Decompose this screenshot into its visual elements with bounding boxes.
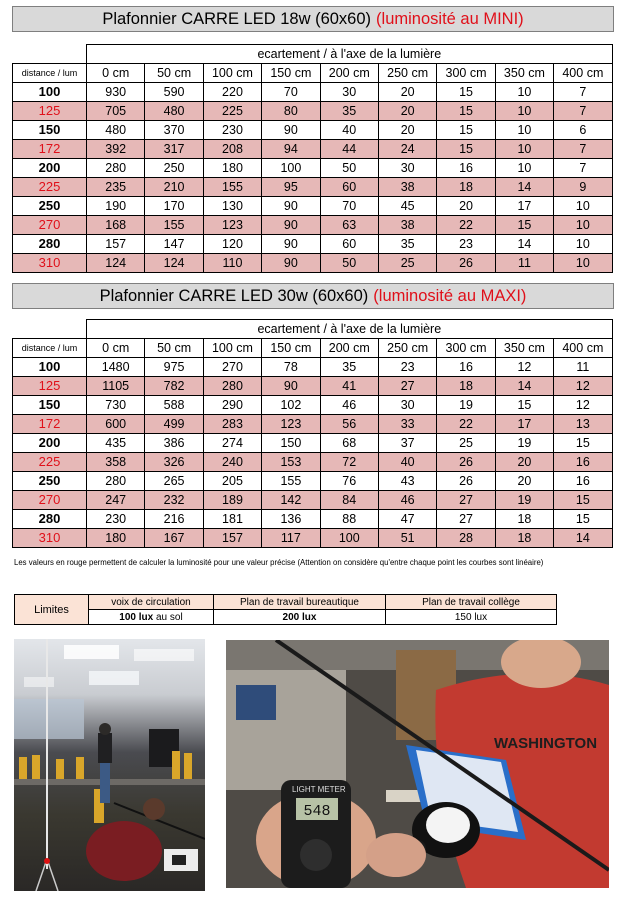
row-distance: 270	[13, 491, 87, 510]
lux-value: 40	[378, 453, 436, 472]
table-row	[13, 510, 613, 529]
lux-value: 20	[378, 121, 436, 140]
lux-value: 70	[320, 197, 378, 216]
lux-value: 37	[378, 434, 436, 453]
lux-value: 247	[87, 491, 145, 510]
lux-value: 17	[495, 415, 553, 434]
lux-value: 35	[320, 358, 378, 377]
lux-value: 250	[145, 159, 203, 178]
lux-value: 90	[262, 216, 320, 235]
lux-value: 76	[320, 472, 378, 491]
lux-value: 10	[495, 159, 553, 178]
lux-value: 782	[145, 377, 203, 396]
row-distance: 280	[13, 235, 87, 254]
lux-value: 730	[87, 396, 145, 415]
lux-value: 189	[203, 491, 261, 510]
row-distance: 280	[13, 510, 87, 529]
lux-value: 56	[320, 415, 378, 434]
lux-value: 9	[554, 178, 612, 197]
row-distance: 225	[13, 178, 87, 197]
lux-value: 80	[262, 102, 320, 121]
lux-value: 180	[87, 529, 145, 548]
lux-value: 216	[145, 510, 203, 529]
lux-value: 1105	[87, 377, 145, 396]
table2-col-header: 50 cm	[145, 339, 203, 358]
lux-value: 7	[554, 159, 612, 178]
lux-value: 23	[378, 358, 436, 377]
lux-value: 10	[554, 197, 612, 216]
lux-value: 26	[437, 453, 495, 472]
lux-value: 50	[320, 159, 378, 178]
lux-value: 17	[495, 197, 553, 216]
limits-value-college: 150 lux	[386, 610, 557, 625]
lux-value: 27	[378, 377, 436, 396]
lux-value: 23	[437, 235, 495, 254]
lux-value: 110	[203, 254, 261, 273]
lux-value: 60	[320, 235, 378, 254]
lux-value: 16	[437, 159, 495, 178]
lux-value: 30	[320, 83, 378, 102]
table-row	[13, 434, 613, 453]
lux-value: 60	[320, 178, 378, 197]
lux-value: 157	[87, 235, 145, 254]
shirt-print: WASHINGTON	[494, 735, 598, 752]
table2-col-header: 150 cm	[262, 339, 320, 358]
table1-blank	[13, 45, 87, 64]
classroom-photo	[14, 639, 205, 891]
table-row	[13, 254, 613, 273]
table2-title-text: Plafonnier CARRE LED 30w (60x60)	[99, 286, 369, 305]
lux-value: 600	[87, 415, 145, 434]
table-row	[13, 453, 613, 472]
lux-value: 220	[203, 83, 261, 102]
lux-value: 18	[437, 377, 495, 396]
table2	[12, 319, 613, 548]
lux-value: 84	[320, 491, 378, 510]
lux-value: 38	[378, 178, 436, 197]
lux-value: 19	[495, 491, 553, 510]
lux-value: 90	[262, 197, 320, 216]
table-row	[13, 415, 613, 434]
table1-col-header: 0 cm	[87, 64, 145, 83]
row-distance: 200	[13, 434, 87, 453]
light-meter-photo-illustration	[226, 640, 609, 888]
lux-value: 15	[554, 510, 612, 529]
lux-value: 208	[203, 140, 261, 159]
row-distance: 150	[13, 121, 87, 140]
limits-head-college: Plan de travail collège	[386, 595, 557, 610]
lux-value: 225	[203, 102, 261, 121]
lux-value: 14	[495, 178, 553, 197]
lux-value: 10	[495, 140, 553, 159]
lux-value: 30	[378, 396, 436, 415]
row-distance: 200	[13, 159, 87, 178]
lux-value: 181	[203, 510, 261, 529]
table-row	[13, 235, 613, 254]
lux-value: 1480	[87, 358, 145, 377]
lux-value: 30	[378, 159, 436, 178]
table1-col-header: 50 cm	[145, 64, 203, 83]
lux-value: 10	[495, 83, 553, 102]
lux-value: 117	[262, 529, 320, 548]
row-distance: 225	[13, 453, 87, 472]
lux-value: 235	[87, 178, 145, 197]
lux-value: 45	[378, 197, 436, 216]
limits-head-circulation: voix de circulation	[89, 595, 214, 610]
lux-value: 147	[145, 235, 203, 254]
lux-value: 90	[262, 377, 320, 396]
lux-value: 12	[554, 396, 612, 415]
lux-value: 705	[87, 102, 145, 121]
limits-value-circulation: 100 lux au sol	[89, 610, 214, 625]
table1-title	[12, 6, 614, 32]
lux-value: 22	[437, 216, 495, 235]
lux-value: 130	[203, 197, 261, 216]
lux-value: 10	[554, 216, 612, 235]
lux-value: 290	[203, 396, 261, 415]
table-row	[13, 102, 613, 121]
table2-col-header: 200 cm	[320, 339, 378, 358]
table-row	[13, 396, 613, 415]
lux-value: 10	[554, 235, 612, 254]
table2-col-header: 350 cm	[495, 339, 553, 358]
lux-value: 14	[495, 377, 553, 396]
lux-value: 20	[378, 102, 436, 121]
lux-value: 499	[145, 415, 203, 434]
row-distance: 310	[13, 529, 87, 548]
lux-value: 230	[203, 121, 261, 140]
lux-value: 124	[87, 254, 145, 273]
table1-col-header: 100 cm	[203, 64, 261, 83]
table-row	[13, 472, 613, 491]
table-row	[13, 529, 613, 548]
lux-value: 392	[87, 140, 145, 159]
lux-value: 41	[320, 377, 378, 396]
lux-value: 88	[320, 510, 378, 529]
table2-group-header: ecartement / à l'axe de la lumière	[87, 320, 613, 339]
lux-value: 15	[495, 216, 553, 235]
lux-value: 19	[437, 396, 495, 415]
row-distance: 270	[13, 216, 87, 235]
table-row	[13, 159, 613, 178]
table-row	[13, 83, 613, 102]
row-distance: 172	[13, 415, 87, 434]
lux-value: 44	[320, 140, 378, 159]
table2-col-header: 400 cm	[554, 339, 612, 358]
row-distance: 100	[13, 83, 87, 102]
lux-value: 588	[145, 396, 203, 415]
lux-value: 155	[262, 472, 320, 491]
lux-value: 19	[495, 434, 553, 453]
lux-value: 370	[145, 121, 203, 140]
table2-col-header: 300 cm	[437, 339, 495, 358]
lux-value: 15	[437, 121, 495, 140]
lux-value: 26	[437, 472, 495, 491]
lux-value: 280	[87, 159, 145, 178]
lux-value: 100	[262, 159, 320, 178]
table2-col-header: 0 cm	[87, 339, 145, 358]
lux-value: 10	[495, 121, 553, 140]
table2-col-header: 100 cm	[203, 339, 261, 358]
lux-value: 14	[495, 235, 553, 254]
row-distance: 125	[13, 102, 87, 121]
lux-value: 90	[262, 121, 320, 140]
lux-value: 180	[203, 159, 261, 178]
lux-value: 20	[495, 453, 553, 472]
lux-value: 240	[203, 453, 261, 472]
table-row	[13, 491, 613, 510]
lux-value: 102	[262, 396, 320, 415]
lux-value: 20	[437, 197, 495, 216]
lux-value: 480	[145, 102, 203, 121]
lux-value: 480	[87, 121, 145, 140]
lux-value: 155	[145, 216, 203, 235]
lux-value: 6	[554, 121, 612, 140]
lux-value: 20	[495, 472, 553, 491]
note-text: Les valeurs en rouge permettent de calculer la luminosité pour une valeur précise (Attention on considère qu'entre chaque point les courbes sont linéaire)	[14, 558, 544, 567]
lux-value: 232	[145, 491, 203, 510]
lux-value: 22	[437, 415, 495, 434]
lux-value: 28	[437, 529, 495, 548]
table2-title-red: (luminosité au MAXI)	[373, 286, 527, 305]
row-distance: 172	[13, 140, 87, 159]
table2-col-header: 250 cm	[378, 339, 436, 358]
lux-value: 68	[320, 434, 378, 453]
lux-value: 123	[203, 216, 261, 235]
table1-group-header: ecartement / à l'axe de la lumière	[87, 45, 613, 64]
lux-value: 136	[262, 510, 320, 529]
table1-col-header: 200 cm	[320, 64, 378, 83]
table1-corner: distance / lum	[13, 64, 87, 83]
lux-value: 15	[554, 434, 612, 453]
lux-value: 270	[203, 358, 261, 377]
lux-value: 27	[437, 510, 495, 529]
lux-value: 12	[554, 377, 612, 396]
lux-value: 38	[378, 216, 436, 235]
lux-value: 15	[437, 140, 495, 159]
lux-value: 100	[320, 529, 378, 548]
lux-value: 7	[554, 102, 612, 121]
limits-label: Limites	[15, 595, 89, 625]
lux-value: 25	[378, 254, 436, 273]
lux-value: 120	[203, 235, 261, 254]
limits-table	[14, 594, 557, 625]
lux-value: 153	[262, 453, 320, 472]
limits-value-office: 200 lux	[214, 610, 386, 625]
lux-value: 70	[262, 83, 320, 102]
lux-value: 33	[378, 415, 436, 434]
lux-value: 274	[203, 434, 261, 453]
row-distance: 100	[13, 358, 87, 377]
lux-value: 43	[378, 472, 436, 491]
lux-value: 265	[145, 472, 203, 491]
row-distance: 310	[13, 254, 87, 273]
meter-reading: 548	[303, 803, 331, 820]
lux-value: 930	[87, 83, 145, 102]
lux-value: 15	[495, 396, 553, 415]
table-row	[13, 140, 613, 159]
lux-value: 16	[554, 453, 612, 472]
lux-value: 25	[437, 434, 495, 453]
lux-value: 210	[145, 178, 203, 197]
lux-value: 15	[437, 83, 495, 102]
table-row	[13, 377, 613, 396]
lux-value: 18	[495, 529, 553, 548]
table1-col-header: 400 cm	[554, 64, 612, 83]
lux-value: 205	[203, 472, 261, 491]
lux-value: 168	[87, 216, 145, 235]
lux-value: 78	[262, 358, 320, 377]
lux-value: 90	[262, 254, 320, 273]
lux-value: 11	[495, 254, 553, 273]
row-distance: 150	[13, 396, 87, 415]
lux-value: 63	[320, 216, 378, 235]
lux-value: 167	[145, 529, 203, 548]
limits-head-office: Plan de travail bureautique	[214, 595, 386, 610]
table1-col-header: 150 cm	[262, 64, 320, 83]
lux-value: 230	[87, 510, 145, 529]
lux-value: 27	[437, 491, 495, 510]
table1-col-header: 250 cm	[378, 64, 436, 83]
lux-value: 35	[320, 102, 378, 121]
lux-value: 10	[495, 102, 553, 121]
table-row	[13, 121, 613, 140]
row-distance: 125	[13, 377, 87, 396]
lux-value: 35	[378, 235, 436, 254]
lux-value: 72	[320, 453, 378, 472]
lux-value: 51	[378, 529, 436, 548]
lux-value: 155	[203, 178, 261, 197]
table1	[12, 44, 613, 273]
lux-value: 16	[554, 472, 612, 491]
lux-value: 358	[87, 453, 145, 472]
lux-value: 150	[262, 434, 320, 453]
table2-corner: distance / lum	[13, 339, 87, 358]
lux-value: 975	[145, 358, 203, 377]
row-distance: 250	[13, 472, 87, 491]
table-row	[13, 178, 613, 197]
lux-value: 11	[554, 358, 612, 377]
lux-value: 26	[437, 254, 495, 273]
lux-value: 10	[554, 254, 612, 273]
lux-value: 123	[262, 415, 320, 434]
table1-title-text: Plafonnier CARRE LED 18w (60x60)	[102, 9, 372, 28]
table2-title	[12, 283, 614, 309]
table-row	[13, 216, 613, 235]
lux-value: 170	[145, 197, 203, 216]
lux-value: 18	[495, 510, 553, 529]
lux-value: 16	[437, 358, 495, 377]
table1-col-header: 300 cm	[437, 64, 495, 83]
lux-value: 15	[554, 491, 612, 510]
lux-value: 95	[262, 178, 320, 197]
lux-value: 18	[437, 178, 495, 197]
lux-value: 12	[495, 358, 553, 377]
lux-value: 317	[145, 140, 203, 159]
lux-value: 386	[145, 434, 203, 453]
lux-value: 590	[145, 83, 203, 102]
lux-value: 7	[554, 140, 612, 159]
light-meter-device	[281, 780, 351, 888]
table1-col-header: 350 cm	[495, 64, 553, 83]
lux-value: 157	[203, 529, 261, 548]
lux-value: 14	[554, 529, 612, 548]
lux-value: 124	[145, 254, 203, 273]
lux-value: 94	[262, 140, 320, 159]
lux-value: 90	[262, 235, 320, 254]
lux-value: 50	[320, 254, 378, 273]
table-row	[13, 197, 613, 216]
lux-value: 13	[554, 415, 612, 434]
lux-value: 142	[262, 491, 320, 510]
lux-value: 7	[554, 83, 612, 102]
lux-value: 15	[437, 102, 495, 121]
lux-value: 46	[378, 491, 436, 510]
lux-value: 435	[87, 434, 145, 453]
lux-value: 283	[203, 415, 261, 434]
table1-title-red: (luminosité au MINI)	[376, 9, 524, 28]
table2-blank	[13, 320, 87, 339]
row-distance: 250	[13, 197, 87, 216]
lux-value: 280	[203, 377, 261, 396]
light-meter-photo	[226, 640, 609, 888]
table-row	[13, 358, 613, 377]
lux-value: 280	[87, 472, 145, 491]
lux-value: 24	[378, 140, 436, 159]
lux-value: 20	[378, 83, 436, 102]
lux-value: 40	[320, 121, 378, 140]
lux-value: 47	[378, 510, 436, 529]
meter-brand: LIGHT METER	[292, 785, 346, 794]
light-sensor	[426, 807, 470, 843]
lux-value: 190	[87, 197, 145, 216]
classroom-photo-illustration	[14, 639, 205, 891]
lux-value: 326	[145, 453, 203, 472]
lux-value: 46	[320, 396, 378, 415]
